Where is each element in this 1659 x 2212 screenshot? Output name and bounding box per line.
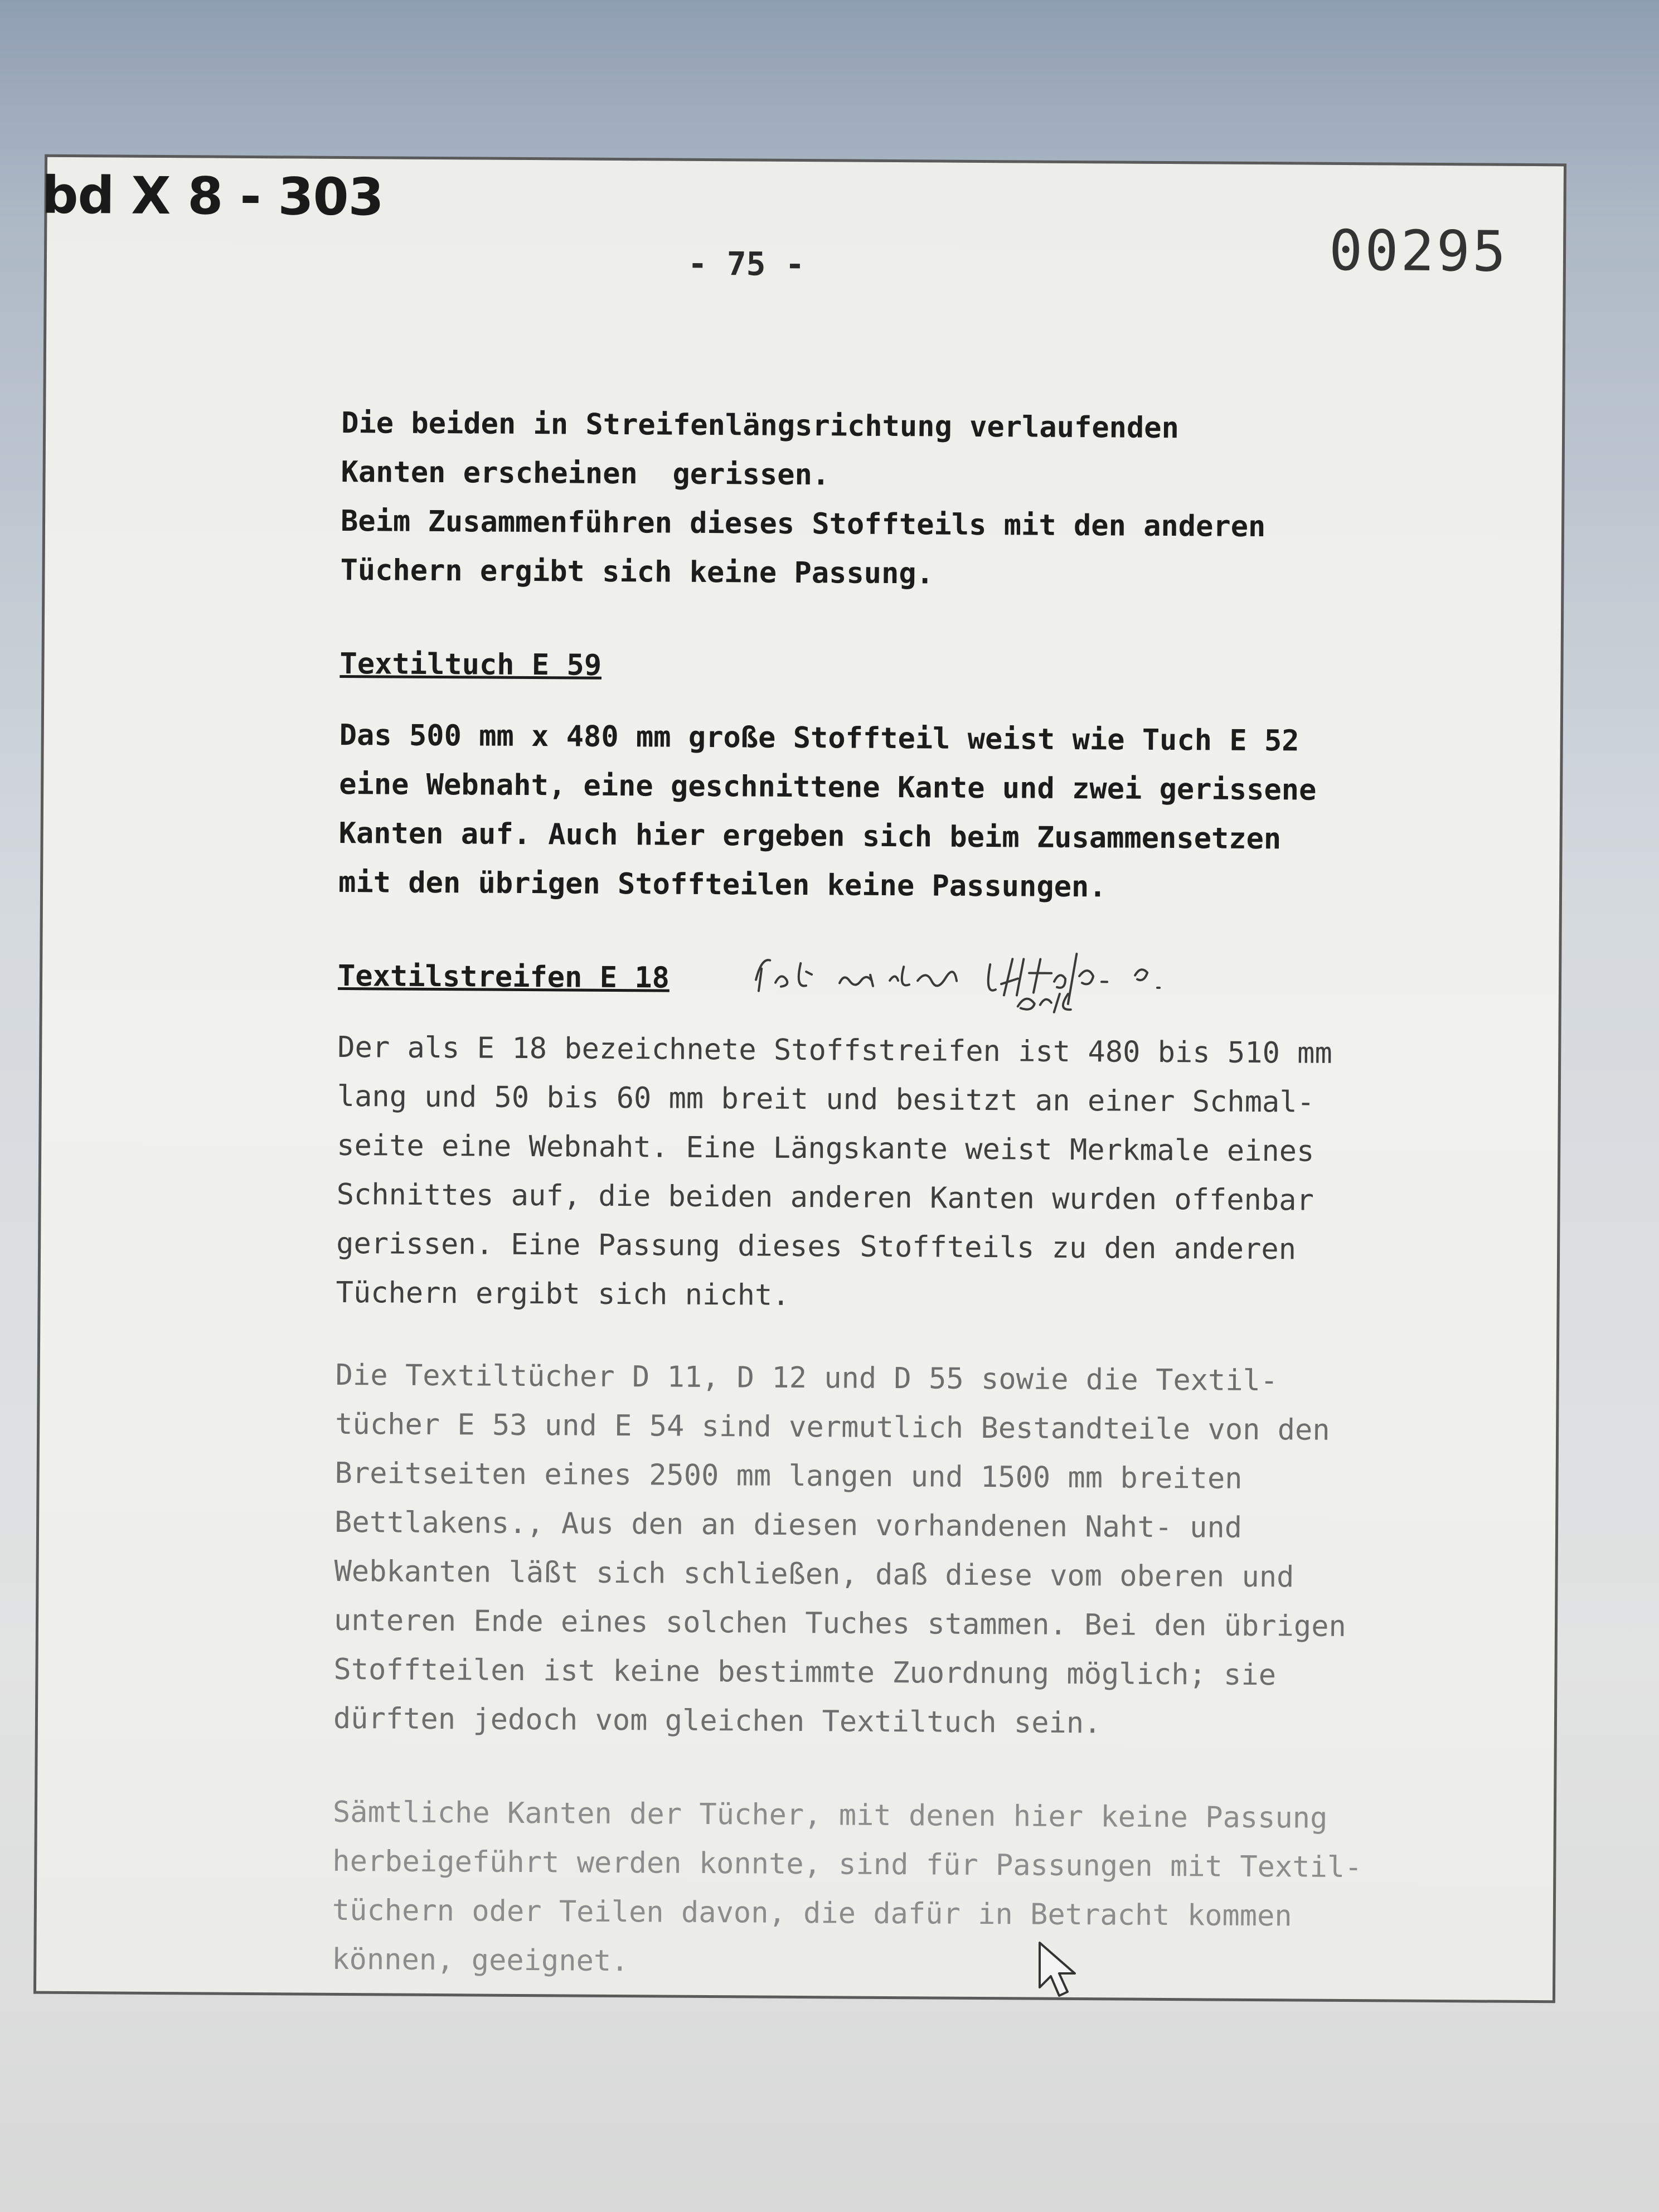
text-line: eine Webnaht, eine geschnittene Kante und zwei gerissene <box>339 767 1317 807</box>
text-line: tüchern oder Teilen davon, die dafür in Betracht kommen <box>332 1893 1292 1933</box>
text-line: Kanten erscheinen gerissen. <box>341 455 830 492</box>
body-text <box>332 399 1501 1991</box>
text-line: mit den übrigen Stoffteilen keine Passungen. <box>338 865 1107 904</box>
text-line: unteren Ende eines solchen Tuches stammen. Bei den übrigen <box>333 1603 1346 1644</box>
heading-row-e18 <box>338 952 1497 1008</box>
text-line: Webkanten läßt sich schließen, daß diese vom oberen und <box>334 1554 1294 1594</box>
text-line: Die beiden in Streifenlängsrichtung verlaufenden <box>341 406 1180 445</box>
text-line: Sämtliche Kanten der Tücher, mit denen hier keine Passung <box>332 1795 1328 1835</box>
text-line: seite eine Webnaht. Eine Längskante weist Merkmale eines <box>337 1128 1314 1168</box>
text-line: tücher E 53 und E 54 sind vermutlich Bestandteile von den <box>335 1407 1330 1447</box>
text-line: Die Textiltücher D 11, D 12 und D 55 sowie die Textil- <box>335 1358 1278 1398</box>
text-line: Bettlakens., Aus den an diesen vorhandenen Naht- und <box>334 1505 1243 1545</box>
text-line: Der als E 18 bezeichnete Stoffstreifen ist 480 bis 510 mm <box>337 1030 1332 1070</box>
page-number: - 75 - <box>687 244 805 284</box>
text-line: Tüchern ergibt sich keine Passung. <box>340 553 934 591</box>
document-number: 00295 <box>1328 217 1508 284</box>
handwritten-annotation <box>750 940 1364 1017</box>
text-line: Kanten auf. Auch hier ergeben sich beim Zusammensetzen <box>338 816 1282 856</box>
text-line: können, geeignet. <box>332 1942 629 1978</box>
text-line: lang und 50 bis 60 mm breit und besitzt an einer Schmal- <box>337 1079 1315 1119</box>
text-line: Das 500 mm x 480 mm große Stoffteil weist wie Tuch E 52 <box>339 718 1299 758</box>
text-line: Beim Zusammenführen dieses Stoffteils mit den anderen <box>340 504 1266 544</box>
text-line: Breitseiten eines 2500 mm langen und 1500 mm breiten <box>334 1456 1243 1496</box>
text-line: gerissen. Eine Passung dieses Stoffteils zu den anderen <box>336 1226 1297 1267</box>
text-line: herbeigeführt werden konnte, sind für Passungen mit Textil- <box>332 1844 1362 1885</box>
document-page <box>33 154 1566 2004</box>
archive-reference: bd X 8 - 303 <box>41 165 384 227</box>
section-heading-e18: Textilstreifen E 18 <box>337 959 670 995</box>
mouse-cursor-icon <box>1037 1940 1081 2001</box>
text-line: Schnittes auf, die beiden anderen Kanten wurden offenbar <box>336 1177 1314 1217</box>
text-line: dürften jedoch vom gleichen Textiltuch sein. <box>333 1701 1102 1740</box>
text-line: Stoffteilen ist keine bestimmte Zuordnung möglich; sie <box>333 1652 1277 1692</box>
text-line: Tüchern ergibt sich nicht. <box>336 1275 790 1312</box>
section-heading-e59: Textiltuch E 59 <box>339 647 602 682</box>
